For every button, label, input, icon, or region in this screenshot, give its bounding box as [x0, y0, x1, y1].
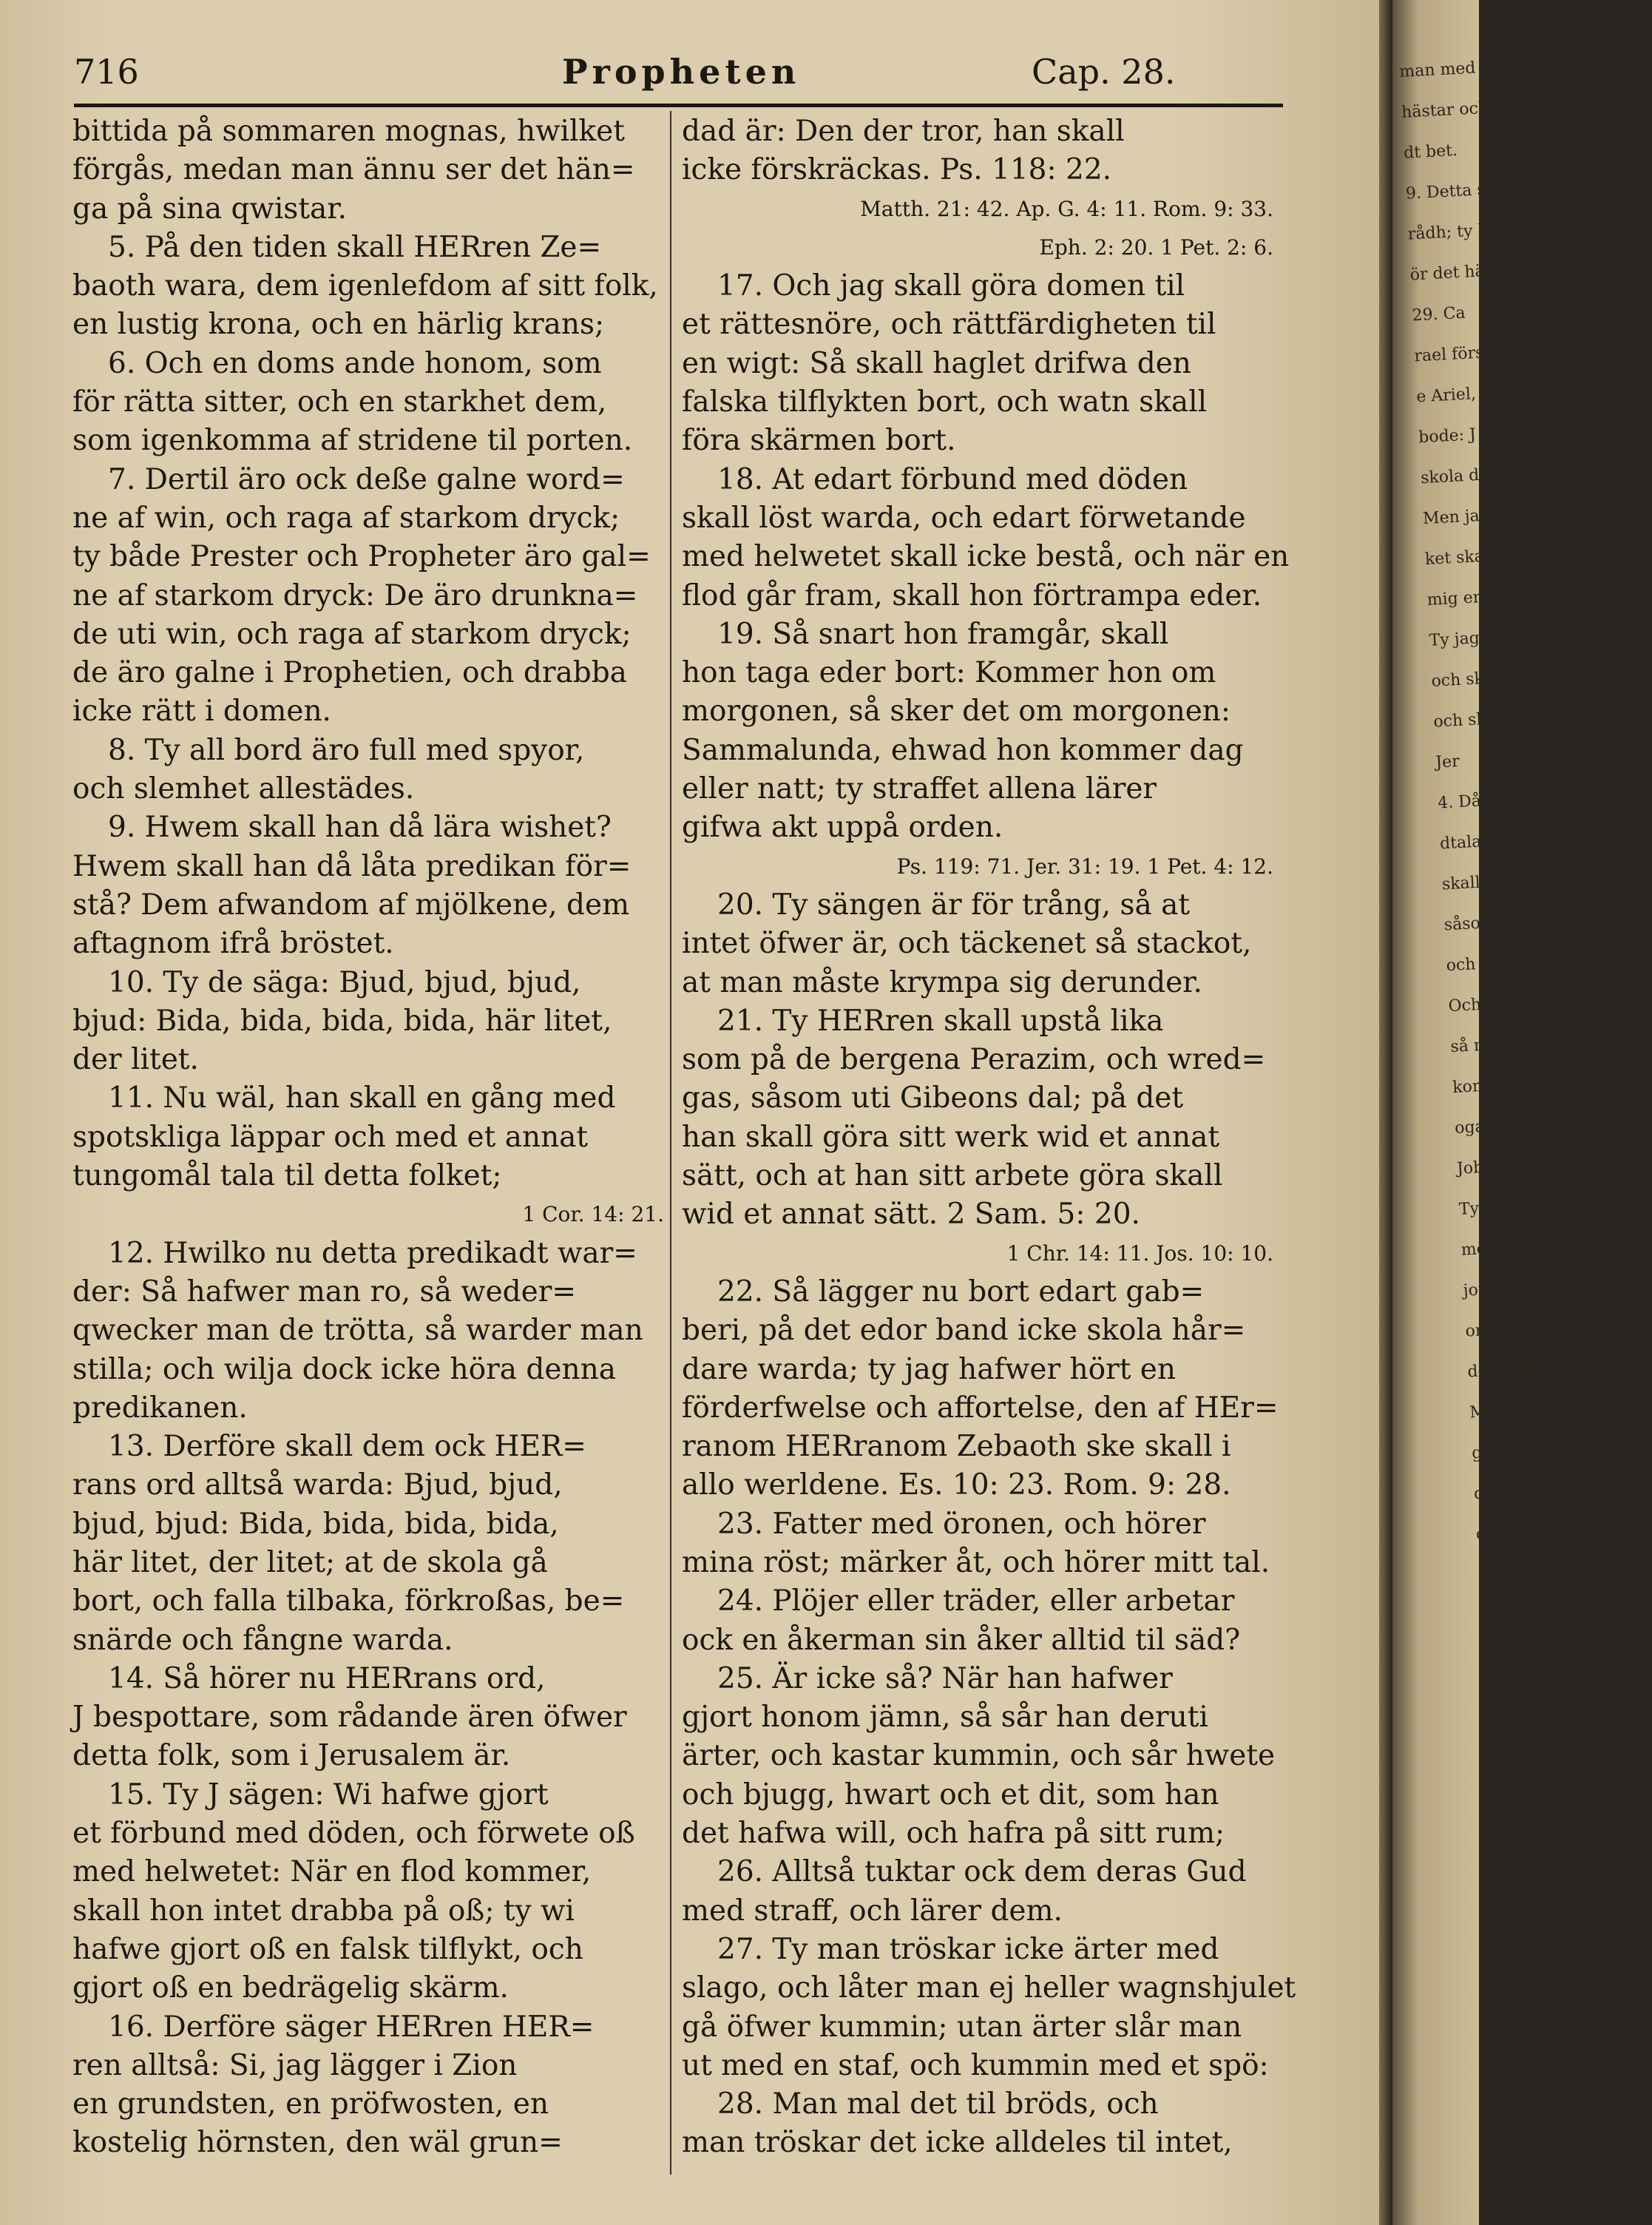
- facing-page-fragment: jordbäfning, och: [1463, 1274, 1599, 1300]
- text-line: intet öfwer är, och täckenet så stackot,: [682, 927, 1252, 961]
- text-line: 8. Ty all bord äro full med spyor,: [108, 733, 585, 767]
- text-line: 16. Derföre säger HERren HER=: [108, 2010, 595, 2044]
- book-gutter: [1379, 0, 1392, 2225]
- text-line: för rätta sitter, och en starkhet dem,: [72, 385, 607, 419]
- text-line: en wigt: Så skall haglet drifwa den: [682, 346, 1191, 380]
- text-line: baoth wara, dem igenlefdom af sitt folk,: [72, 269, 658, 303]
- facing-page-fragment: skall utu stoftet,: [1441, 868, 1577, 894]
- text-line: predikanen.: [72, 1391, 248, 1425]
- facing-page-fragment: Job. 21:: [1456, 1156, 1521, 1178]
- text-line: 22. Så lägger nu bort edart gab=: [717, 1274, 1205, 1309]
- text-line: och bjugg, hwart och et dit, som han: [682, 1777, 1219, 1812]
- text-line: ty både Prester och Propheter äro gal=: [72, 540, 651, 574]
- facing-page-fragment: kommer som: [1452, 1073, 1560, 1098]
- facing-page-fragment: Men jag skal: [1422, 504, 1529, 529]
- text-line: hon taga eder bort: Kommer hon om: [682, 656, 1216, 690]
- text-line: dad är: Den der tror, han skall: [682, 115, 1125, 148]
- text-line: 1 Chr. 14: 11. Jos. 10: 10.: [1006, 1240, 1273, 1266]
- text-line: han skall göra sitt werk wid et annat: [682, 1120, 1220, 1154]
- text-line: der litet.: [72, 1043, 199, 1077]
- right-column: [682, 112, 1296, 2184]
- text-line: dare warda; ty jag hafwer hört en: [682, 1352, 1176, 1386]
- text-line: ut med en staf, och kummin med et spö:: [682, 2048, 1269, 2082]
- text-line: 26. Alltså tuktar ock dem deras Gud: [717, 1855, 1247, 1889]
- text-line: ock en åkerman sin åker alltid til säd?: [682, 1623, 1241, 1657]
- text-line: 13. Derföre skall dem ock HER=: [108, 1430, 586, 1464]
- text-line: eller natt; ty straffet allena lärer: [682, 772, 1157, 806]
- facing-page-fragment: ter han äter;: [1482, 1641, 1587, 1667]
- chapter-label: Cap. 28.: [1032, 52, 1176, 92]
- text-line: icke förskräckas. Ps. 118: 22.: [682, 153, 1112, 187]
- text-line: 28. Man mal det til bröds, och: [717, 2087, 1159, 2121]
- text-line: de äro galne i Prophetien, och drabba: [72, 656, 627, 690]
- text-line: Eph. 2: 20. 1 Pet. 2: 6.: [1039, 234, 1273, 260]
- facing-page-fragment: ogat: Och de: [1454, 1113, 1561, 1138]
- text-line: 20. Ty sängen är för trång, så at: [717, 888, 1191, 922]
- text-line: slago, och låter man ej heller wagnshjulet: [682, 1971, 1296, 2005]
- facing-page-fragment: e Ariel, Ariel,: [1415, 382, 1526, 407]
- text-line: förderfwelse och affortelse, den af HEr=: [682, 1391, 1279, 1425]
- facing-page-fragment: Ty du skalt af: [1458, 1194, 1571, 1219]
- text-line: at man måste krympa sig derunder.: [682, 965, 1202, 999]
- text-line: 7. Dertil äro ock deße galne word=: [108, 462, 625, 496]
- text-line: 12. Hwilko nu detta predikadt war=: [108, 1236, 637, 1270]
- facing-page-fragment: så månge, som: [1449, 1031, 1574, 1057]
- text-line: detta folk, som i Jerusalem är.: [72, 1739, 511, 1773]
- running-title: Propheten: [562, 52, 801, 92]
- facing-page-fragment: dtala utu jordene,: [1439, 827, 1588, 854]
- text-line: tungomål tala til detta folket;: [72, 1159, 502, 1193]
- facing-page-fragment: mig en sanfkyl: [1426, 584, 1548, 610]
- facing-page-fragment: Ty jag skall: [1429, 627, 1524, 650]
- facing-page-fragment: rael förstördt.: [1413, 341, 1531, 366]
- facing-page-text: [1398, 47, 1628, 2083]
- facing-page-fragment: de ddslåga.: [1466, 1357, 1563, 1382]
- text-line: förgås, medan man ännu ser det hän=: [72, 153, 635, 187]
- text-line: det hafwa will, och hafra på sitt rum;: [682, 1817, 1225, 1851]
- text-line: 1 Cor. 14: 21.: [522, 1202, 664, 1227]
- facing-page-fragment: den warder: [1499, 1967, 1595, 1991]
- text-line: falska tilflykten bort, och watn skall: [682, 385, 1208, 419]
- facing-page-fragment: bode: J begån: [1418, 422, 1532, 448]
- text-line: et rättesnöre, och rättfärdigheten til: [682, 308, 1216, 342]
- text-line: 23. Fatter med öronen, och hörer: [717, 1507, 1206, 1541]
- facing-page-fragment: Ty såsom en: [1480, 1601, 1583, 1626]
- text-line: der: Så hafwer man ro, så weder=: [72, 1274, 577, 1309]
- facing-page-fragment: gda alle de hen: [1471, 1437, 1599, 1463]
- facing-page-fragment: la Hedningar: [1492, 1844, 1602, 1869]
- facing-page-fragment: och skall låta: [1432, 707, 1543, 732]
- text-line: beri, på det edor band icke skola hår=: [682, 1314, 1246, 1348]
- text-line: bittida på sommaren mognas, hwilket: [72, 115, 625, 148]
- text-line: bort, och falla tilbaka, förkroßas, be=: [72, 1584, 625, 1618]
- facing-page-fragment: förstarker bitne: [1497, 1925, 1628, 1951]
- text-line: Ps. 119: 71. Jer. 31: 19. 1 Pet. 4: 12.: [896, 854, 1273, 879]
- facing-page-fragment: och skall skall hn: [1446, 949, 1589, 976]
- facing-page-fragment: dt bet.: [1403, 141, 1458, 163]
- text-line: en grundsten, en pröfwosten, en: [72, 2087, 549, 2121]
- text-line: stilla; och wilja dock icke höra denna: [72, 1352, 616, 1386]
- text-line: 15. Ty J sägen: Wi hafwe gjort: [108, 1777, 549, 1812]
- text-line: flod går fram, skall hon förtrampa eder.: [682, 578, 1262, 612]
- column-divider: [670, 111, 671, 2175]
- facing-page-fragment: och deß här: [1475, 1520, 1575, 1544]
- text-line: allo werldene. Es. 10: 23. Rom. 9: 28.: [682, 1468, 1231, 1502]
- text-line: sätt, och at han sitt arbete göra skall: [682, 1159, 1223, 1193]
- facing-page-fragment: raga,: [1500, 2010, 1546, 2032]
- text-line: med straff, och lärer dem.: [682, 1894, 1063, 1928]
- text-line: de uti win, och raga af starkom dryck;: [72, 617, 632, 651]
- facing-page-fragment: Men såsom en: [1469, 1397, 1589, 1422]
- text-line: kostelig hörnsten, den wäl grun=: [72, 2126, 563, 2160]
- text-line: J bespottare, som rådande ären öfwer: [72, 1701, 627, 1735]
- text-line: Sammalunda, ehwad hon kommer dag: [682, 733, 1244, 767]
- text-line: morgonen, så sker det om morgonen:: [682, 695, 1231, 729]
- text-line: 21. Ty HERren skall upstå lika: [717, 1004, 1164, 1038]
- text-line: med helwetet skall icke bestå, och när en: [682, 540, 1290, 574]
- text-line: ne af win, och raga af starkom dryck;: [72, 501, 620, 535]
- text-line: gas, såsom uti Gibeons dal; på det: [682, 1081, 1184, 1115]
- facing-page-fragment: ör det härliga: [1409, 260, 1524, 285]
- facing-page-fragment: som törstigom: [1486, 1722, 1606, 1747]
- facing-page-fragment: Och de som di: [1447, 990, 1567, 1016]
- text-line: wid et annat sätt. 2 Sam. 5: 20.: [682, 1198, 1140, 1232]
- text-line: som igenkomma af stridene til porten.: [72, 424, 633, 458]
- text-line: et förbund med döden, och förwete oß: [72, 1817, 635, 1851]
- text-line: bjud: Bida, bida, bida, bida, här litet,: [72, 1004, 612, 1038]
- text-line: stå? Dem afwandom af mjölkene, dem: [72, 888, 630, 922]
- text-line: föra skärmen bort.: [682, 424, 956, 458]
- text-line: 14. Så hörer nu HERrans ord,: [108, 1661, 546, 1695]
- facing-page-fragment: ket skall sörja: [1424, 544, 1541, 570]
- text-line: skall hon intet drabba på oß; ty wi: [72, 1894, 575, 1928]
- facing-page-fragment: ckne,: [1503, 2051, 1548, 2073]
- text-line: Hwem skall han då låta predikan för=: [72, 849, 632, 883]
- facing-page-fragment: mördt warda: [1460, 1235, 1568, 1260]
- text-line: gifwa akt uppå orden.: [682, 811, 1003, 845]
- text-line: snärde och fångne warda.: [72, 1623, 453, 1657]
- text-line: icke rätt i domen.: [72, 695, 331, 729]
- text-line: qwecker man de trötta, så warder man: [72, 1314, 643, 1348]
- facing-page-fragment: man med wagn: [1398, 56, 1526, 81]
- text-line: rans ord alltså warda: Bjud, bjud,: [72, 1468, 563, 1502]
- facing-page-fragment: hans frötig;: [1490, 1804, 1587, 1829]
- text-line: ren alltså: Si, jag lägger i Zion: [72, 2048, 518, 2082]
- text-line: 5. På den tiden skall HERren Ze=: [108, 230, 602, 264]
- text-line: 11. Nu wäl, han skall en gång med: [108, 1081, 616, 1115]
- facing-page-edge: [1392, 0, 1628, 2225]
- text-line: ne af starkom dryck: De äro drunkna=: [72, 578, 638, 612]
- facing-page-fragment: såsom en spåk: [1443, 909, 1565, 935]
- facing-page-fragment: ar hans själ: [1483, 1683, 1580, 1706]
- facing-page-fragment: ion strida.: [1494, 1886, 1580, 1910]
- text-line: gjort honom jämn, så sår han deruti: [682, 1701, 1208, 1735]
- text-line: ga på sina qwistar.: [72, 192, 347, 226]
- facing-page-fragment: och han ät: [1488, 1764, 1576, 1788]
- text-line: en lustig krona, och en härlig krans;: [72, 308, 605, 342]
- text-line: ranom HERranom Zebaoth ske skall i: [682, 1430, 1231, 1464]
- facing-page-fragment: 29. Ca: [1412, 303, 1466, 325]
- text-line: 6. Och en doms ande honom, som: [108, 346, 602, 380]
- text-line: och slemhet allestädes.: [72, 772, 415, 806]
- facing-page-fragment: hästar och: [1401, 98, 1489, 122]
- facing-page-fragment: skola dagar.: [1420, 464, 1521, 488]
- left-column: [72, 112, 664, 2184]
- text-line: 19. Så snart hon framgår, skall: [717, 617, 1169, 651]
- text-line: gjort oß en bedrägelig skärm.: [72, 1971, 509, 2005]
- text-line: här litet, der litet; at de skola gå: [72, 1545, 548, 1579]
- text-line: bjud, bjud: Bida, bida, bida, bida,: [72, 1507, 559, 1541]
- facing-page-fragment: de der strida: [1473, 1479, 1581, 1504]
- text-line: 10. Ty de säga: Bjud, bjud, bjud,: [108, 965, 581, 999]
- text-line: 25. Är icke så? När han hafwer: [717, 1661, 1173, 1695]
- facing-page-fragment: 4. Då skalt du: [1437, 788, 1553, 813]
- text-line: ärter, och kastar kummin, och sår hwete: [682, 1739, 1276, 1773]
- text-line: gå öfwer kummin; utan ärter slår man: [682, 2010, 1242, 2044]
- text-line: aftagnom ifrå bröstet.: [72, 927, 394, 961]
- text-line: Matth. 21: 42. Ap. G. 4: 11. Rom. 9: 33.: [860, 196, 1273, 221]
- facing-page-fragment: 9. Detta sker: [1405, 179, 1514, 203]
- text-line: skall löst warda, och edart förwetande: [682, 501, 1246, 535]
- page-number: 716: [74, 52, 139, 92]
- text-line: man tröskar det icke alldeles til intet,: [682, 2126, 1233, 2160]
- facing-page-fragment: och skall: [1430, 668, 1505, 691]
- header-rule: [74, 104, 1283, 107]
- text-line: 17. Och jag skall göra domen til: [717, 269, 1185, 303]
- facing-page-fragment: rådh; ty hans: [1407, 219, 1517, 244]
- facing-page-fragment: omwirfwel och ftr: [1465, 1314, 1613, 1341]
- text-line: 9. Hwem skall han då lära wishet?: [108, 811, 612, 845]
- text-line: mina röst; märker åt, och hörer mitt tal.: [682, 1545, 1270, 1579]
- facing-page-fragment: som trånga hon: [1477, 1559, 1608, 1585]
- text-line: hafwe gjort oß en falsk tilflykt, och: [72, 1932, 583, 1966]
- facing-page-fragment: Jer: [1435, 752, 1460, 772]
- text-line: 24. Plöjer eller träder, eller arbetar: [717, 1584, 1235, 1618]
- text-line: spotskliga läppar och med et annat: [72, 1120, 589, 1154]
- text-line: med helwetet: När en flod kommer,: [72, 1855, 592, 1889]
- text-line: som på de bergena Perazim, och wred=: [682, 1043, 1266, 1077]
- text-line: 27. Ty man tröskar icke ärter med: [717, 1932, 1219, 1966]
- page-header: [74, 44, 1279, 96]
- text-line: 18. At edart förbund med döden: [717, 462, 1188, 496]
